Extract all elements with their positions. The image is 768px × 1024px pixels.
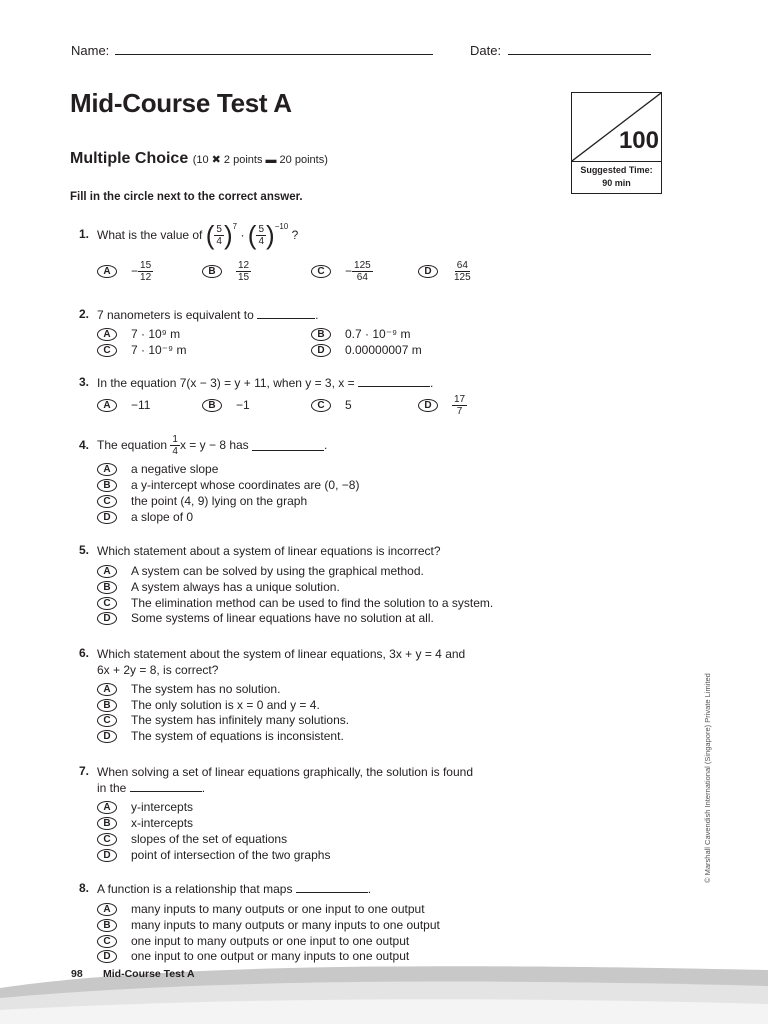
q6-text-line1: Which statement about the system of linear equations, 3x + y = 4 and	[97, 647, 466, 661]
q6-option-b[interactable]: B The only solution is x = 0 and y = 4.	[97, 697, 320, 713]
q8-option-c[interactable]: C one input to many outputs or one input to one output	[97, 933, 409, 949]
q1-text: What is the value of ( $\frac{5}{4}$ ) $^7$ · ( $\frac{5}{4}$ ) $^{-10}$ ?	[97, 220, 299, 250]
score-box	[571, 92, 662, 194]
bubble-a[interactable]: A	[97, 399, 117, 412]
page-number: 98	[71, 968, 83, 980]
q1-number: 1.	[79, 227, 90, 241]
name-label: Name:	[71, 43, 110, 58]
bubble-b[interactable]: B	[311, 328, 331, 341]
bubble-b[interactable]: B	[97, 699, 117, 712]
bubble-a[interactable]: A	[97, 328, 117, 341]
bubble-d[interactable]: D	[97, 730, 117, 743]
bubble-d[interactable]: D	[97, 612, 117, 625]
q3-option-d[interactable]: D $\frac{17}{7}$	[418, 397, 467, 413]
bubble-b[interactable]: B	[97, 479, 117, 492]
q7-option-b[interactable]: B x-intercepts	[97, 815, 193, 831]
q7-option-c[interactable]: C slopes of the set of equations	[97, 831, 287, 847]
section-title: Multiple Choice	[70, 150, 189, 167]
q5-option-d[interactable]: D Some systems of linear equations have no solution at all.	[97, 610, 434, 626]
bubble-a[interactable]: A	[97, 463, 117, 476]
q5-option-a[interactable]: A A system can be solved by using the graphical method.	[97, 563, 424, 579]
name-field[interactable]	[115, 54, 433, 55]
q6-number: 6.	[79, 646, 90, 660]
bubble-a[interactable]: A	[97, 903, 117, 916]
bubble-d[interactable]: D	[418, 265, 438, 278]
date-field[interactable]	[508, 54, 651, 55]
q8-option-d[interactable]: D one input to one output or many inputs to one output	[97, 948, 409, 964]
q2-option-a[interactable]: A 7 · 10⁹ m	[97, 326, 180, 342]
suggested-time-label: Suggested Time:	[580, 165, 653, 175]
total-points: 100	[618, 127, 659, 154]
q4-number: 4.	[79, 438, 90, 452]
q1-option-a[interactable]: A − $\frac{15}{12}$	[97, 263, 153, 279]
q8-option-b[interactable]: B many inputs to many outputs or many inputs to one output	[97, 917, 440, 933]
footer-title: Mid-Course Test A	[103, 968, 195, 980]
bubble-c[interactable]: C	[311, 399, 331, 412]
bubble-a[interactable]: A	[97, 265, 117, 278]
q7-text-line2: in the .	[97, 781, 206, 795]
q7-number: 7.	[79, 764, 90, 778]
q1-option-b[interactable]: B $\frac{12}{15}$	[202, 263, 251, 279]
bubble-d[interactable]: D	[311, 344, 331, 357]
bubble-c[interactable]: C	[97, 833, 117, 846]
bubble-c[interactable]: C	[311, 265, 331, 278]
bubble-d[interactable]: D	[97, 511, 117, 524]
q2-text: 7 nanometers is equivalent to .	[97, 308, 319, 322]
q6-text-line2: 6x + 2y = 8, is correct?	[97, 663, 219, 677]
q3-number: 3.	[79, 375, 90, 389]
q2-number: 2.	[79, 307, 90, 321]
q6-option-c[interactable]: C The system has infinitely many solutions.	[97, 712, 349, 728]
q7-option-d[interactable]: D point of intersection of the two graphs	[97, 847, 330, 863]
q4-option-b[interactable]: B a y-intercept whose coordinates are (0, −8)	[97, 477, 359, 493]
q5-option-c[interactable]: C The elimination method can be used to find the solution to a system.	[97, 595, 493, 611]
bubble-a[interactable]: A	[97, 801, 117, 814]
bubble-a[interactable]: A	[97, 565, 117, 578]
q7-option-a[interactable]: A y-intercepts	[97, 799, 193, 815]
q5-option-b[interactable]: B A system always has a unique solution.	[97, 579, 340, 595]
bubble-b[interactable]: B	[97, 581, 117, 594]
q1-option-c[interactable]: C − $\frac{125}{64}$	[311, 263, 373, 279]
q8-number: 8.	[79, 881, 90, 895]
bubble-b[interactable]: B	[97, 919, 117, 932]
section-points: (10 ✖ 2 points ▬ 20 points)	[192, 154, 328, 166]
bubble-b[interactable]: B	[202, 399, 222, 412]
q4-option-c[interactable]: C the point (4, 9) lying on the graph	[97, 493, 307, 509]
q2-option-b[interactable]: B 0.7 · 10⁻⁹ m	[311, 326, 411, 342]
bubble-d[interactable]: D	[97, 950, 117, 963]
q8-option-a[interactable]: A many inputs to many outputs or one input to one output	[97, 901, 425, 917]
q8-text: A function is a relationship that maps .	[97, 882, 372, 896]
q5-text: Which statement about a system of linear equations is incorrect?	[97, 544, 441, 558]
bubble-c[interactable]: C	[97, 935, 117, 948]
q3-option-c[interactable]: C 5	[311, 397, 352, 413]
q3-text: In the equation 7(x − 3) = y + 11, when y = 3, x = .	[97, 376, 434, 390]
bubble-c[interactable]: C	[97, 344, 117, 357]
q7-text-line1: When solving a set of linear equations graphically, the solution is found	[97, 765, 474, 779]
q6-option-a[interactable]: A The system has no solution.	[97, 681, 280, 697]
q4-text: The equation $\frac{1}{4}$ x = y − 8 has .	[97, 433, 328, 457]
q4-option-d[interactable]: D a slope of 0	[97, 509, 193, 525]
bubble-c[interactable]: C	[97, 714, 117, 727]
bubble-b[interactable]: B	[97, 817, 117, 830]
q4-option-a[interactable]: A a negative slope	[97, 461, 218, 477]
section-heading	[70, 150, 328, 168]
bubble-c[interactable]: C	[97, 597, 117, 610]
q2-option-d[interactable]: D 0.00000007 m	[311, 342, 422, 358]
bubble-b[interactable]: B	[202, 265, 222, 278]
suggested-time-value: 90 min	[602, 178, 631, 188]
page-title: Mid-Course Test A	[70, 88, 292, 118]
q1-option-d[interactable]: D $\frac{64}{125}$	[418, 263, 473, 279]
instructions: Fill in the circle next to the correct answer.	[70, 191, 303, 203]
q5-number: 5.	[79, 543, 90, 557]
q6-option-d[interactable]: D The system of equations is inconsistent.	[97, 728, 344, 744]
q2-option-c[interactable]: C 7 · 10⁻⁹ m	[97, 342, 187, 358]
copyright-note: © Marshall Cavendish International (Singapore) Private Limited	[703, 673, 712, 883]
bubble-d[interactable]: D	[97, 849, 117, 862]
date-label: Date:	[470, 43, 502, 58]
q3-option-a[interactable]: A −11	[97, 397, 150, 413]
bubble-d[interactable]: D	[418, 399, 438, 412]
bubble-c[interactable]: C	[97, 495, 117, 508]
q3-option-b[interactable]: B −1	[202, 397, 250, 413]
bubble-a[interactable]: A	[97, 683, 117, 696]
